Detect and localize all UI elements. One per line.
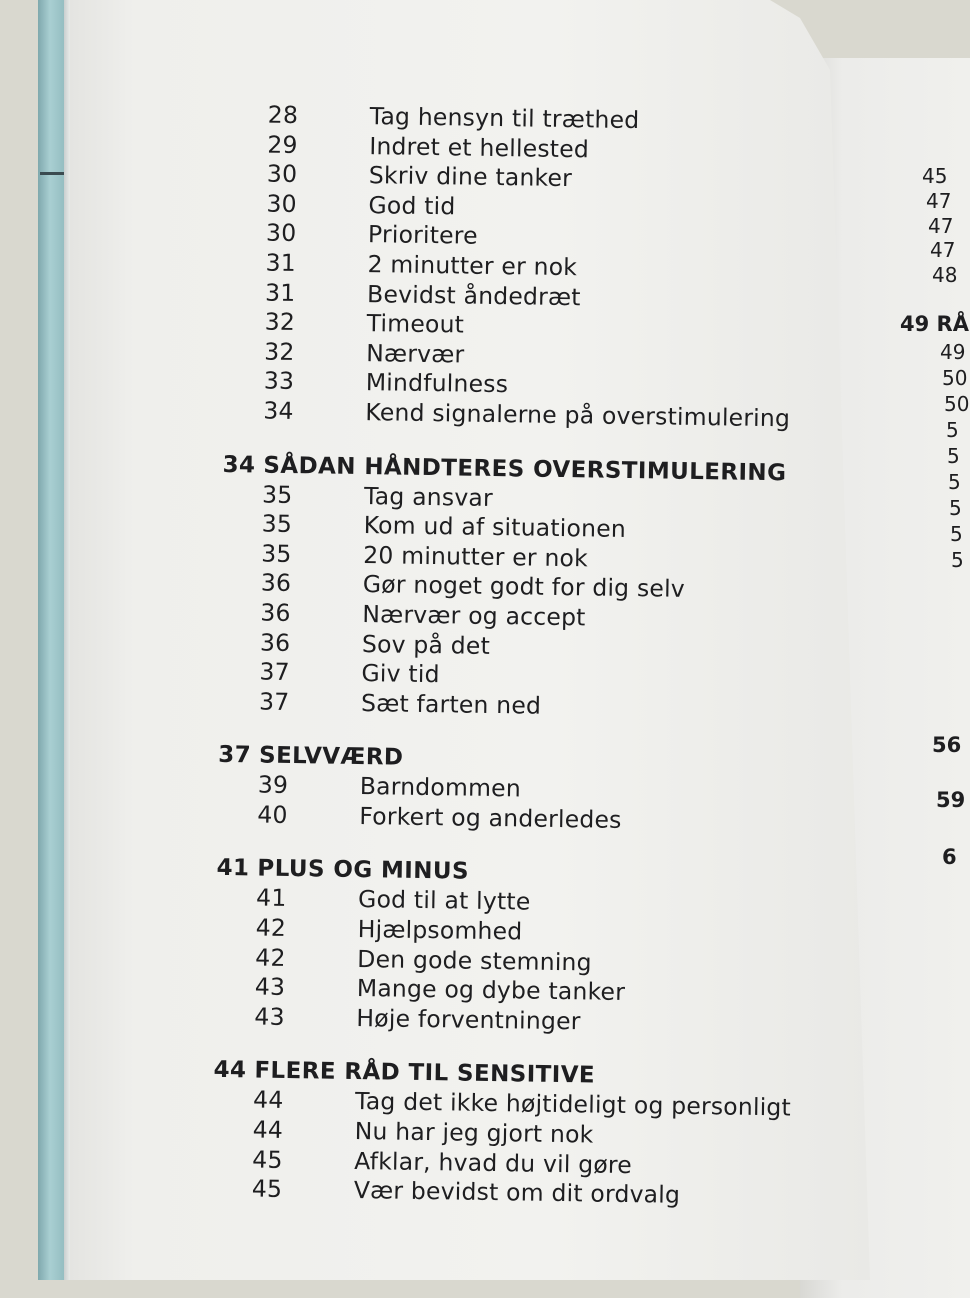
right-page-chapter-number: 56 xyxy=(932,733,962,757)
entry-title: 20 minutter er nok xyxy=(363,540,589,573)
page-number: 30 xyxy=(266,189,297,218)
entry-title: Gør noget godt for dig selv xyxy=(362,570,686,604)
right-page-number: 5 xyxy=(946,418,959,442)
right-page-number: 5 xyxy=(951,548,964,572)
right-page-chapter-fragment: 49 RÅ xyxy=(900,312,969,336)
entry-title: Bevidst åndedræt xyxy=(366,279,581,311)
right-page-chapter-number: 59 xyxy=(936,788,966,812)
right-page-number: 5 xyxy=(948,470,961,494)
page-number: 37 xyxy=(259,657,291,687)
chapter-title: SÅDAN HÅNDTERES OVERSTIMULERING xyxy=(263,452,787,486)
entry-title: Tag ansvar xyxy=(363,481,494,512)
entry-title: Kend signalerne på overstimulering xyxy=(365,398,791,433)
page-number: 41 xyxy=(255,883,287,913)
entry-title: Høje forventninger xyxy=(356,1003,581,1036)
right-page-number: 5 xyxy=(947,444,960,468)
cover-mark xyxy=(40,172,64,175)
page-number: 29 xyxy=(267,130,298,159)
chapter-title: PLUS OG MINUS xyxy=(257,855,470,886)
page-number: 45 xyxy=(252,1145,283,1174)
entry-title: Timeout xyxy=(366,309,465,339)
entry-title: Afklar, hvad du vil gøre xyxy=(354,1146,633,1179)
page-number: 32 xyxy=(264,337,295,366)
page-number: 37 xyxy=(258,687,290,716)
entry-title: God til at lytte xyxy=(357,885,531,917)
right-page-number: 45 xyxy=(922,164,948,188)
right-page-chapter-number: 6 xyxy=(942,845,957,869)
page-number: 42 xyxy=(255,913,287,943)
page-number: 43 xyxy=(254,972,286,1002)
page-number: 36 xyxy=(260,598,291,627)
entry-title: Giv tid xyxy=(361,659,440,689)
right-page-number: 50 xyxy=(942,366,968,390)
right-page-number: 47 xyxy=(928,214,954,238)
chapter-title: FLERE RÅD TIL SENSITIVE xyxy=(254,1057,596,1089)
right-page-number: 47 xyxy=(926,189,952,213)
page-number: 40 xyxy=(257,800,288,829)
chapter-title: SELVVÆRD xyxy=(258,742,404,771)
entry-title: Hjælpsomhed xyxy=(357,915,523,946)
entry-title: 2 minutter er nok xyxy=(367,250,578,282)
entry-title: Nærvær xyxy=(366,338,465,369)
page-number: 35 xyxy=(261,480,293,509)
entry-title: Barndommen xyxy=(359,772,522,803)
entry-title: Nu har jeg gjort nok xyxy=(354,1117,594,1149)
page-number: 36 xyxy=(259,628,291,657)
page-number: 32 xyxy=(264,307,296,337)
entry-title: Tag det ikke højtideligt og personligt xyxy=(354,1087,792,1122)
table-of-contents xyxy=(212,100,848,1213)
right-page-number: 49 xyxy=(940,340,966,364)
entry-title: Sov på det xyxy=(361,629,491,660)
entry-title: Mange og dybe tanker xyxy=(356,974,626,1007)
page-number: 33 xyxy=(263,366,295,396)
right-page-number: 47 xyxy=(930,238,956,262)
page-number: 28 xyxy=(267,100,299,130)
right-page-number: 5 xyxy=(950,522,963,546)
page-number: 39 xyxy=(257,770,289,800)
entry-title: Mindfulness xyxy=(365,368,509,399)
page-number: 34 xyxy=(263,396,294,425)
page-number: 44 xyxy=(252,1085,284,1115)
entry-title: Vær bevidst om dit ordvalg xyxy=(353,1176,681,1210)
entry-title: Sæt farten ned xyxy=(360,688,542,720)
entry-title: Kom ud af situationen xyxy=(363,511,627,544)
entry-title: God tid xyxy=(368,190,456,221)
page-number: 30 xyxy=(265,218,297,248)
page-number: 35 xyxy=(261,509,293,539)
page-number: 34 xyxy=(222,451,256,478)
entry-title: Nærvær og accept xyxy=(362,599,586,632)
entry-title: Tag hensyn til træthed xyxy=(369,102,640,135)
entry-title: Skriv dine tanker xyxy=(368,161,573,193)
entry-title: Indret et hellested xyxy=(369,131,590,163)
page-number: 31 xyxy=(264,278,296,307)
entry-title: Forkert og anderledes xyxy=(359,801,622,834)
page-number: 41 xyxy=(216,855,250,882)
right-page-number: 5 xyxy=(949,496,962,520)
page-number: 31 xyxy=(265,248,297,277)
entry-title: Den gode stemning xyxy=(357,944,592,977)
page-number: 35 xyxy=(261,539,292,568)
right-page-number: 48 xyxy=(932,263,958,287)
page-number: 30 xyxy=(266,159,298,189)
page-number: 44 xyxy=(213,1057,247,1084)
page-number: 44 xyxy=(252,1115,284,1144)
page-number: 43 xyxy=(254,1002,285,1031)
page-number: 42 xyxy=(255,943,286,972)
page-number: 37 xyxy=(218,742,252,769)
page-number: 45 xyxy=(251,1174,283,1204)
entry-title: Prioritere xyxy=(367,220,479,251)
page-number: 36 xyxy=(260,568,292,598)
right-page-number: 50 xyxy=(944,392,970,416)
